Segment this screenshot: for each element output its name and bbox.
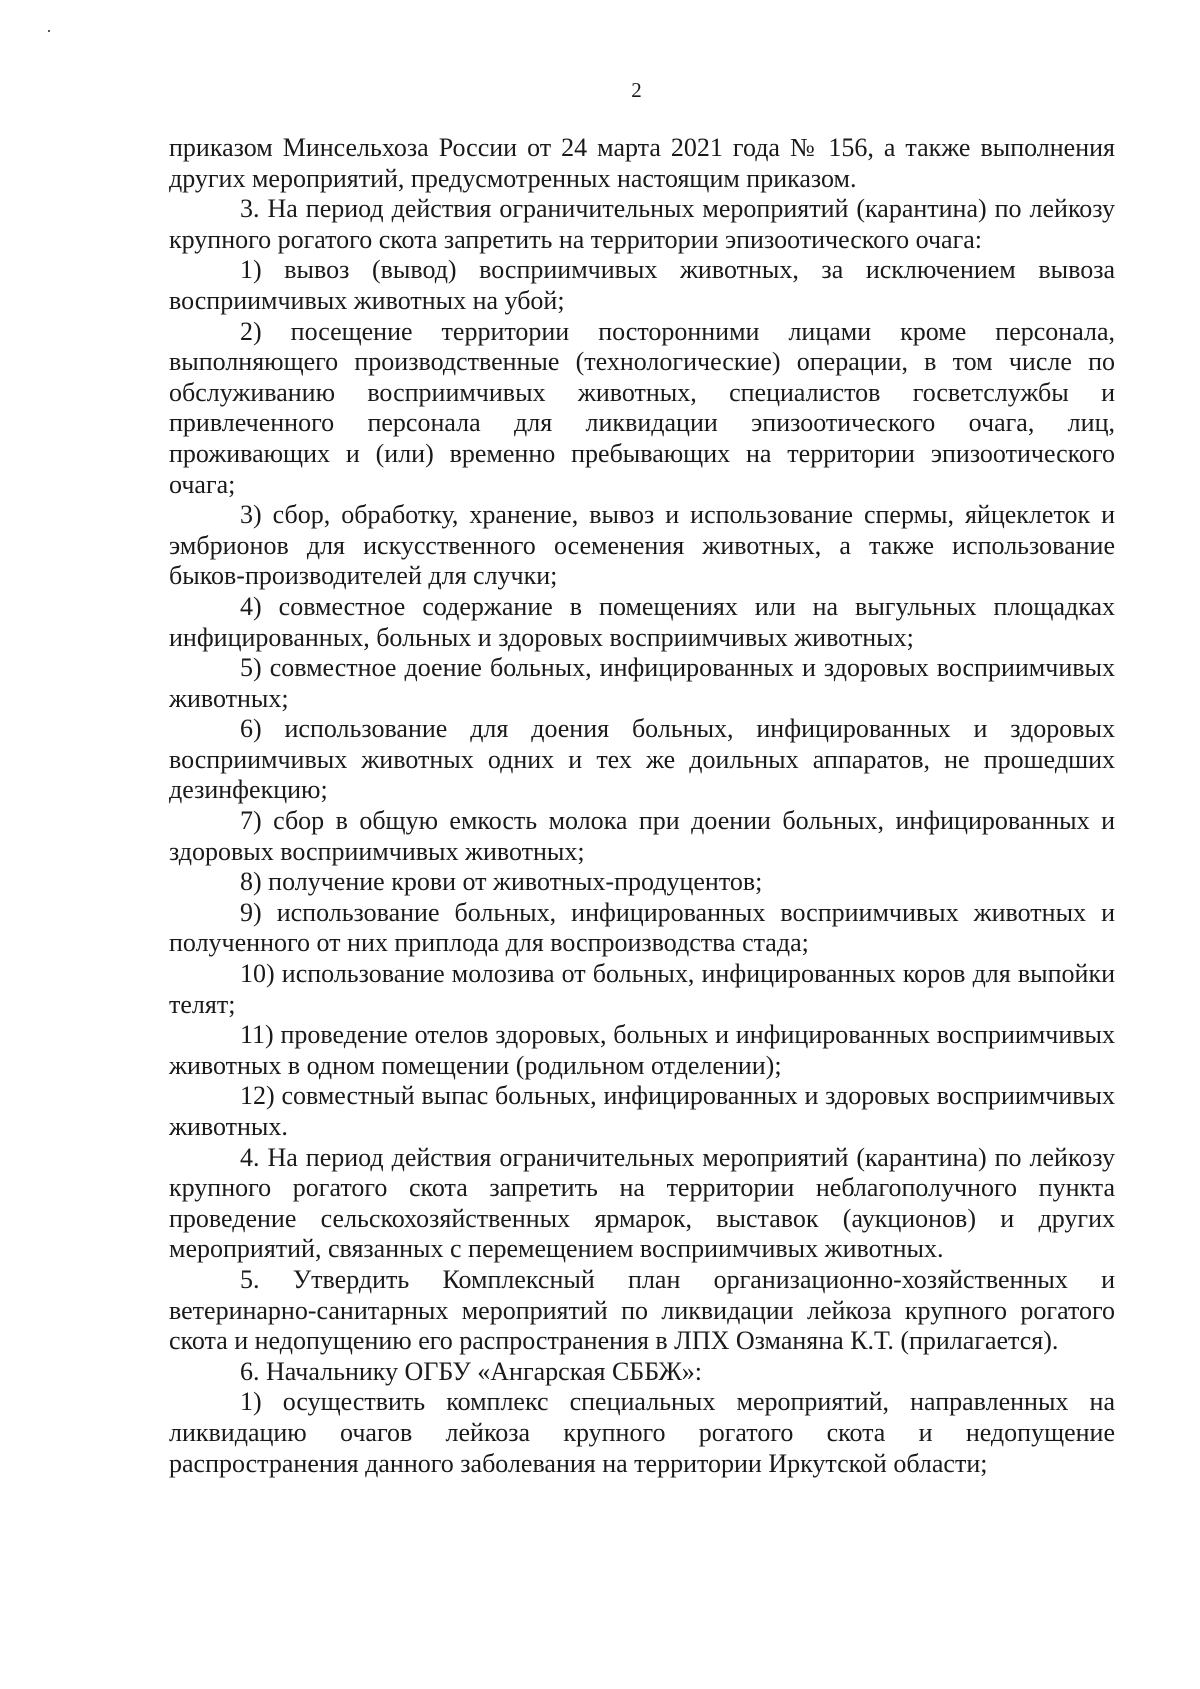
paragraph-continuation: приказом Минсельхоза России от 24 марта 2021 года № 156, а также выполнения других мероприятий, предусмотренных настоящим приказом.	[169, 133, 1115, 193]
page-number: 2	[631, 78, 642, 102]
paragraph-subitem-10: 10) использование молозива от больных, инфицированных коров для выпойки телят;	[169, 959, 1115, 1019]
paragraph-subitem-2: 2) посещение территории посторонними лицами кроме персонала, выполняющего производственные (технологические) операции, в том числе по обслуживанию восприимчивых животных, специалистов госветслужбы и привлеченного персонала для ликвидации эпизоотического очага, лиц, проживающих и (или) временно пребывающих на территории эпизоотического очага;	[169, 316, 1115, 499]
document-body	[169, 133, 1115, 1479]
paragraph-subitem-6: 6) использование для доения больных, инфицированных и здоровых восприимчивых животных одних и тех же доильных аппаратов, не прошедших дезинфекцию;	[169, 714, 1115, 805]
paragraph-subitem-1: 1) вывоз (вывод) восприимчивых животных, за исключением вывоза восприимчивых животных на убой;	[169, 255, 1115, 315]
paragraph-subitem-11: 11) проведение отелов здоровых, больных и инфицированных восприимчивых животных в одном помещении (родильном отделении);	[169, 1020, 1115, 1080]
paragraph-subitem-3: 3) сбор, обработку, хранение, вывоз и использование спермы, яйцеклеток и эмбрионов для искусственного осеменения животных, а также использование быков-производителей для случки;	[169, 500, 1115, 591]
paragraph-subitem-5: 5) совместное доение больных, инфицированных и здоровых восприимчивых животных;	[169, 653, 1115, 713]
paragraph-subitem-4: 4) совместное содержание в помещениях или на выгульных площадках инфицированных, больных и здоровых восприимчивых животных;	[169, 591, 1115, 652]
paragraph-item-6-subitem-1: 1) осуществить комплекс специальных мероприятий, направленных на ликвидацию очагов лейкоза крупного рогатого скота и недопущение распространения данного заболевания на территории Иркутской области;	[169, 1387, 1115, 1478]
paragraph-item-6: 6. Начальнику ОГБУ «Ангарская СББЖ»:	[240, 1356, 703, 1386]
scan-speck	[48, 30, 50, 32]
paragraph-subitem-8: 8) получение крови от животных-продуцентов;	[240, 867, 763, 897]
paragraph-item-5: 5. Утвердить Комплексный план организационно-хозяйственных и ветеринарно-санитарных мероприятий по ликвидации лейкоза крупного рогатого скота и недопущению его распространения в ЛПХ Озманяна К.Т. (прилагается).	[169, 1264, 1115, 1356]
paragraph-subitem-7: 7) сбор в общую емкость молока при доении больных, инфицированных и здоровых восприимчивых животных;	[169, 806, 1115, 866]
paragraph-subitem-9: 9) использование больных, инфицированных восприимчивых животных и полученного от них приплода для воспроизводства стада;	[169, 897, 1115, 958]
paragraph-item-4: 4. На период действия ограничительных мероприятий (карантина) по лейкозу крупного рогатого скота запретить на территории неблагополучного пункта проведение сельскохозяйственных ярмарок, выставок (аукционов) и других мероприятий, связанных с перемещением восприимчивых животных.	[169, 1142, 1115, 1264]
paragraph-item-3: 3. На период действия ограничительных мероприятий (карантина) по лейкозу крупного рогатого скота запретить на территории эпизоотического очага:	[169, 194, 1115, 254]
paragraph-subitem-12: 12) совместный выпас больных, инфицированных и здоровых восприимчивых животных.	[169, 1081, 1115, 1141]
